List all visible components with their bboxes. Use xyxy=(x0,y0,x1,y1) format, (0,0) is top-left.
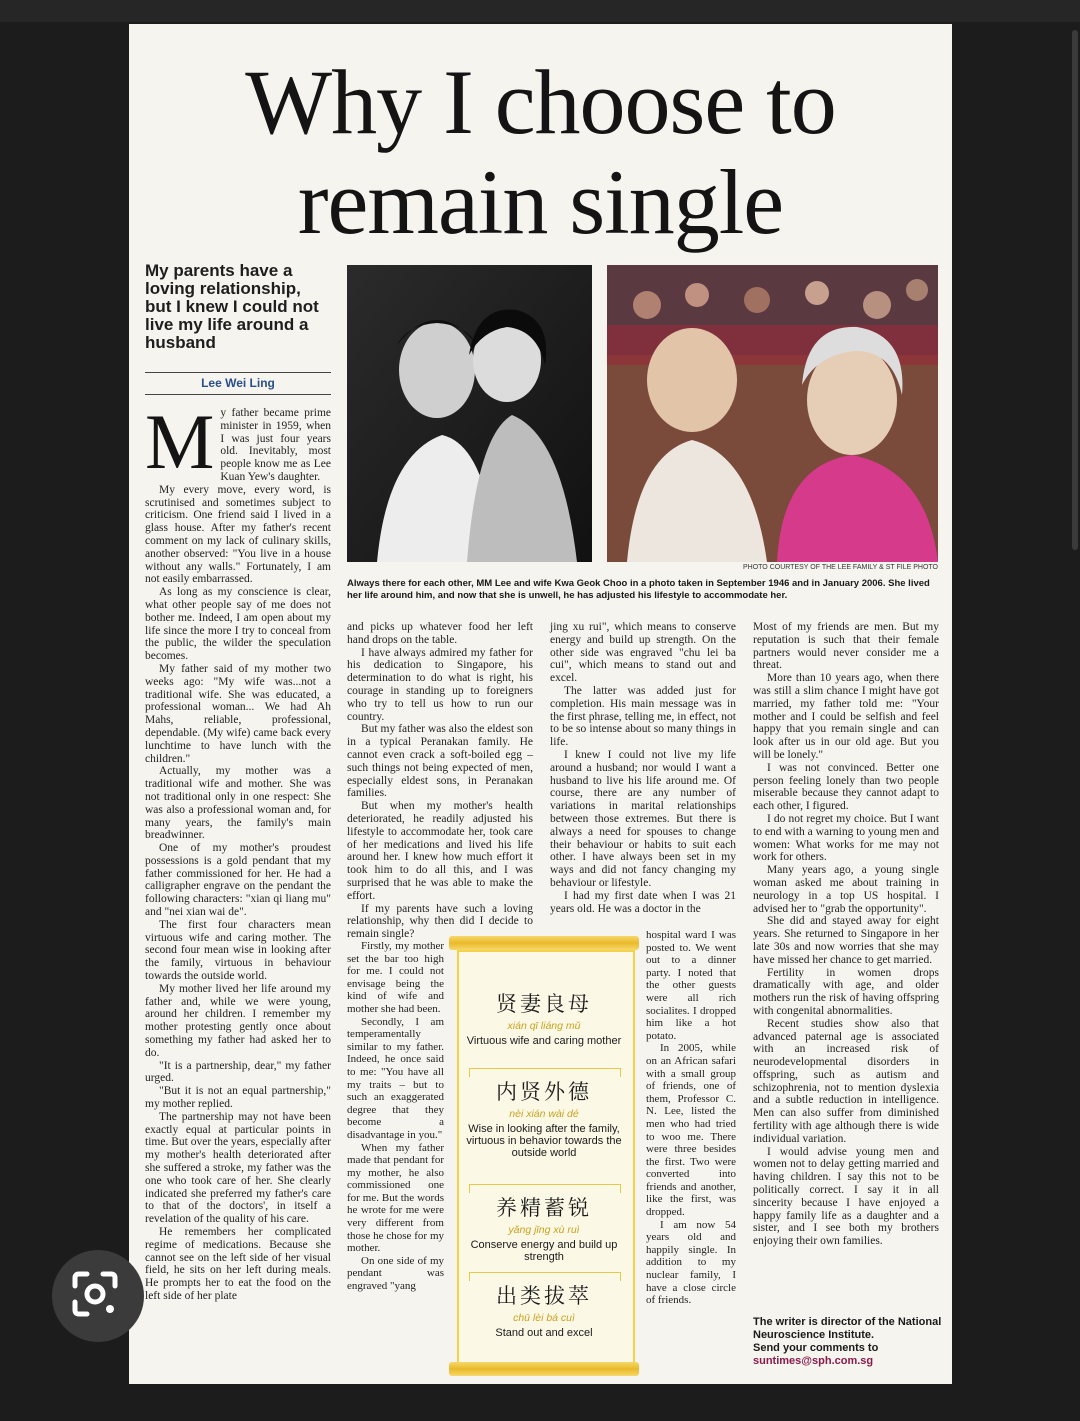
paragraph: I had my first date when I was 21 years old. He was a doctor in the xyxy=(550,889,736,915)
byline-rule-top xyxy=(145,372,331,373)
author-note-line-1: The writer is director of the National Neuroscience Institute. xyxy=(753,1316,942,1341)
chinese-characters: 出类拔萃 xyxy=(496,1284,592,1308)
paragraph: When my father made that pendant for my mother, he also commissioned one for me. But the words he wrote for me were very different from those he chose for my mother. xyxy=(347,1141,444,1255)
translation: Wise in looking after the family, virtuous in behavior towards the outside world xyxy=(466,1123,622,1159)
paragraph: Secondly, I am temperamentally similar to my father. Indeed, he once said to me: "You have all my traits – but to such an exaggerated degree that they become a disadvantage in you." xyxy=(347,1015,444,1141)
paragraph: More than 10 years ago, when there was still a slim chance I might have got married, my father told me: "Your mother and I could be selfish and feel happy that you remain single and can look after us in our old age. But you will be lonely." xyxy=(753,672,939,761)
paragraph: "But it is not an equal partnership," my mother replied. xyxy=(145,1085,331,1111)
contact-email[interactable]: suntimes@sph.com.sg xyxy=(753,1355,874,1367)
headline-line-1: Why I choose to xyxy=(245,51,836,153)
paragraph: In 2005, while on an African safari with a small group of friends, one of them, Professor C. N. Lee, listed the men who had tried to woo me. There were three besides the first. Two were converted into friends and another, like the first, was dropped. xyxy=(646,1042,736,1219)
paragraph: I have always admired my father for his dedication to Singapore, his determination to do what is right, his courage in standing up to foreigners who try to tell us how to run our country. xyxy=(347,646,533,723)
article-column-4 xyxy=(753,621,939,1311)
drop-cap: M xyxy=(145,398,215,485)
translation: Stand out and excel xyxy=(495,1327,593,1339)
paragraph: I was not convinced. Better one person feeling lonely than two people miserable because they cannot adapt to each other, I figured. xyxy=(753,761,939,813)
author-note xyxy=(753,1316,943,1368)
translation: Virtuous wife and caring mother xyxy=(466,1035,622,1047)
paragraph: I would advise young men and women not to delay getting married and having children. I say this not to be politically correct. I say it in all sincerity because I have enjoyed a happy family life as a daughter and a sister, and I see both my brothers enjoying their own families. xyxy=(753,1145,939,1248)
photo-2006 xyxy=(607,265,938,562)
paragraph: My every move, every word, is scrutinised and sometimes subject to criticism. One friend said I lived in a glass house. After my father's recent comment on my lack of culinary skills, another observed: "You live in a house without any walls." Fortunately, I am not easily embarrassed. xyxy=(145,483,331,586)
standfirst: My parents have a loving relationship, but I knew I could not live my life around a husband xyxy=(145,261,319,352)
pinyin: yǎng jīng xù ruì xyxy=(508,1224,580,1236)
photo-caption: Always there for each other, MM Lee and wife Kwa Geok Choo in a photo taken in September 1946 and in January 2006. She lived her life around him, and now that she is unwell, he has adjusted his lifestyle to accommodate her. xyxy=(347,578,930,601)
scrollbar[interactable] xyxy=(1072,30,1078,550)
paragraph: "It is a partnership, dear," my father urged. xyxy=(145,1059,331,1085)
paragraph: Fertility in women drops dramatically with age, and older mothers run the risk of having offspring with congenital abnormalities. xyxy=(753,966,939,1017)
paragraph: The partnership may not have been exactly equal at particular points in time. But over the years, especially after my mother's health deteriorated after she suffered a stroke, my father was the one who took care of her. She clearly indicated she preferred my father's care to that of the doctors', in itself a revelation of the quality of his care. xyxy=(145,1110,331,1226)
article-column-1 xyxy=(145,398,331,1362)
photo-1946 xyxy=(347,265,592,562)
paragraph: My mother lived her life around my father and, while we were young, around her children. I remember my mother protesting gently once about something my father had asked her to do. xyxy=(145,982,331,1059)
photo-credit: PHOTO COURTESY OF THE LEE FAMILY & ST FILE PHOTO xyxy=(742,564,938,571)
paragraph: I am now 54 years old and happily single. In addition to my nuclear family, I have a close circle of friends. xyxy=(646,1218,736,1307)
paragraph: Firstly, my mother set the bar too high for me. I could not envisage being the kind of wife and mother she had been. xyxy=(347,940,444,1015)
chinese-characters: 内贤外德 xyxy=(496,1080,592,1104)
pendant-phrase-1 xyxy=(457,988,631,1047)
translation: Conserve energy and build up strength xyxy=(470,1239,618,1263)
paragraph: I do not regret my choice. But I want to end with a warning to young men and women: What works for me may not work for others. xyxy=(753,812,939,864)
paragraph: But my father was also the eldest son in a typical Peranakan family. He cannot even crack a soft-boiled egg – such things not being expected of men, especially eldest sons, in Peranakan families. xyxy=(347,723,533,800)
pendant-phrase-3 xyxy=(457,1192,631,1263)
top-bar xyxy=(0,0,1080,22)
paragraph: The first four characters mean virtuous wife and caring mother. The second four mean wise in looking after the family, virtuous in behaviour towards the outside world. xyxy=(145,918,331,983)
pendant-scroll-graphic xyxy=(449,936,639,1376)
paragraph: hospital ward I was posted to. We went out to a dinner party. I noted that the other guests were all rich socialites. I dropped him like a hot potato. xyxy=(646,929,736,1042)
article-column-2-top xyxy=(347,621,533,941)
pinyin: chū lèi bá cuì xyxy=(513,1312,575,1324)
paragraph: I knew I could not live my life around a husband; nor would I want a husband to live his life around me. Of course, there are any number of variations in marital relationships between those extremes. But there is always a need for spouses to change their behaviour or habits to suit each other. I have always been set in my ways and did not fancy changing my behaviour or lifestyle. xyxy=(550,748,736,889)
paragraph: He remembers her complicated regime of medications. Because she cannot see on the left side of her visual field, he sits on her left during meals. He prompts her to eat the food on the left side of her plate xyxy=(145,1226,331,1302)
pinyin: xián qī liáng mǔ xyxy=(507,1020,581,1032)
scroll-rod-top xyxy=(449,936,639,950)
paragraph: Many years ago, a young single woman asked me about training in neurology in a top US hospital. I advised her to "grab the opportunity". xyxy=(753,864,939,915)
pendant-phrase-2 xyxy=(457,1076,631,1159)
paragraph: and picks up whatever food her left hand drops on the table. xyxy=(347,621,533,646)
chinese-characters: 养精蓄锐 xyxy=(496,1196,592,1220)
paragraph: If my parents have such a loving relationship, why then did I decide to remain single? xyxy=(347,902,533,941)
paragraph: Actually, my mother was a traditional wife and mother. She was not traditional only in one respect: She was also a professional woman and, for many years, the family's main breadwinner. xyxy=(145,765,331,842)
article-column-3-top xyxy=(550,621,736,933)
paragraph: But when my mother's health deteriorated, he readily adjusted his lifestyle to accommodate her, took care of her medications and lived his life around her. I knew how much effort it took him to do all this, and I was surprised that he was able to make the effort. xyxy=(347,800,533,902)
chinese-characters: 贤妻良母 xyxy=(496,992,592,1016)
pendant-phrase-4 xyxy=(457,1280,631,1339)
article-column-3-bottom xyxy=(646,929,736,1369)
paragraph: The latter was added just for completion. His main message was in the first phrase, telling me, in effect, not to be so intense about so many things in life. xyxy=(550,684,736,749)
paragraph: As long as my conscience is clear, what other people say of me does not bother me. Indeed, I am open about my life since the more I try to conceal from the public, the wilder the speculation becomes. xyxy=(145,586,331,663)
newspaper-clipping xyxy=(129,24,952,1384)
paragraph: My father said of my mother two weeks ago: "My wife was...not a traditional wife. She was educated, a professional woman... We had Ah Mahs, reliable, professional, dependable. (My wife) came back every lunchtime to have lunch with the children." xyxy=(145,662,331,765)
google-lens-icon[interactable] xyxy=(67,1266,123,1322)
scroll-rod-bottom xyxy=(449,1362,639,1376)
paragraph: y father became prime minister in 1959, when I was just four years old. Inevitably, most people know me as Lee Kuan Yew's daughter. xyxy=(220,407,331,483)
paragraph: On one side of my pendant was engraved "yang xyxy=(347,1254,444,1293)
paragraph: One of my mother's proudest possessions is a gold pendant that my father commissioned for her. He had a calligrapher engrave on the pendant the following characters: "xian qi liang mu" and "nei xian wai de". xyxy=(145,842,331,919)
paragraph: jing xu rui", which means to conserve energy and build up strength. On the other side was engraved "chu lei ba cui", which means to stand out and excel. xyxy=(550,621,736,685)
author-note-line-2: Send your comments to xyxy=(753,1342,879,1354)
headline xyxy=(129,52,952,252)
byline: Lee Wei Ling xyxy=(201,376,275,390)
paragraph: Recent studies show also that advanced paternal age is associated with an increased risk of neurodevelopmental disorders in offspring, such as autism and schizophrenia, not to mention dyslexia and a subtle reduction in intelligence. Men can also suffer from diminished fertility with age although there is wide individual variation. xyxy=(753,1017,939,1145)
byline-rule-bottom xyxy=(145,394,331,395)
headline-line-2: remain single xyxy=(297,151,784,253)
paragraph: Most of my friends are men. But my reputation is such that their female partners would never consider me a threat. xyxy=(753,621,939,672)
paragraph: She did and stayed away for eight years. She returned to Singapore in her late 30s and now worries that she may have missed her chance to get married. xyxy=(753,915,939,966)
pinyin: nèi xián wài dé xyxy=(509,1108,579,1120)
article-column-2-bottom xyxy=(347,940,444,1364)
